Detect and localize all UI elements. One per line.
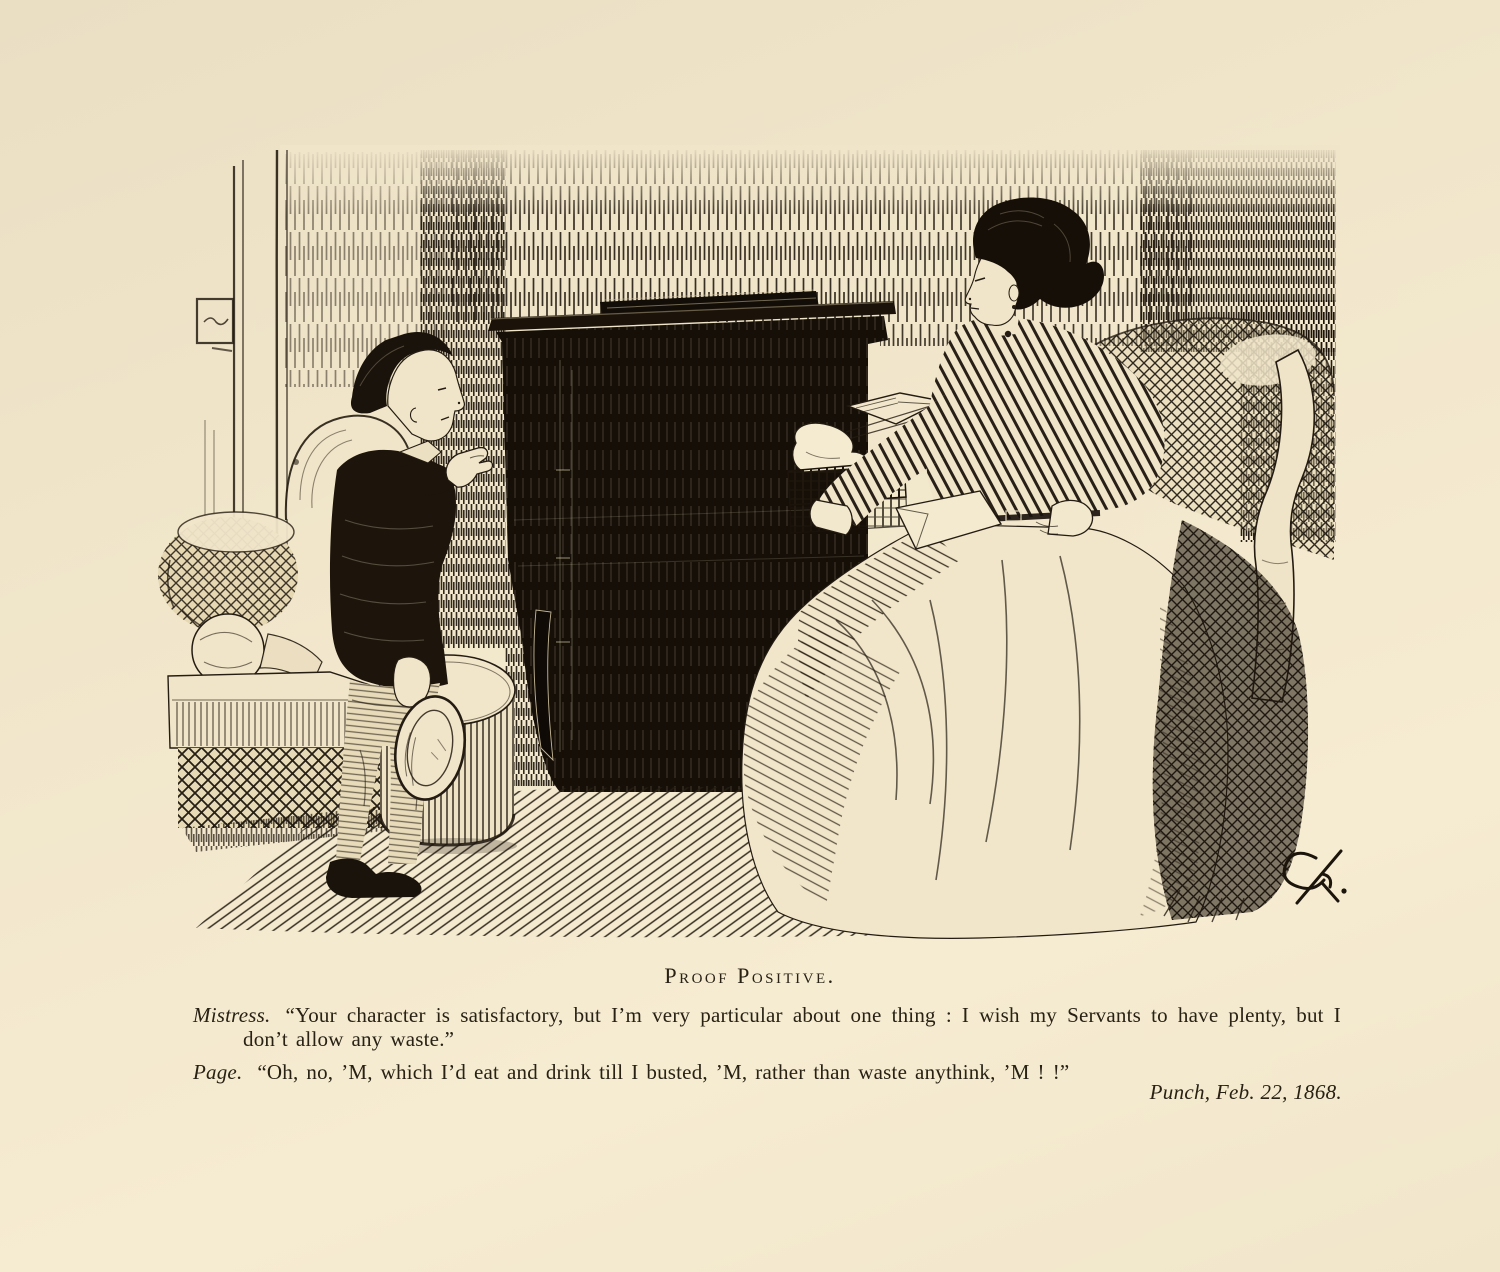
earring bbox=[1012, 305, 1016, 309]
source-attribution: Punch, Feb. 22, 1868. bbox=[1149, 1080, 1342, 1104]
brooch bbox=[1005, 331, 1011, 337]
speaker-label-mistress: Mistress. bbox=[193, 1003, 271, 1027]
speaker-label-page: Page. bbox=[193, 1060, 243, 1084]
dialogue-line-mistress bbox=[193, 1004, 1341, 1051]
dialogue-text-page: “Oh, no, ’M, which I’d eat and drink till I busted, ’M, rather than waste anythink, ’M ! !” bbox=[257, 1060, 1070, 1084]
caption-title: Proof Positive. bbox=[664, 963, 836, 988]
artist-monogram-ck-icon bbox=[1284, 851, 1346, 903]
dialogue-text-mistress: “Your character is satisfactory, but I’m very particular about one thing : I wish my Servants to have plenty, but I don’t allow any waste.” bbox=[243, 1003, 1341, 1051]
picture-frame bbox=[197, 299, 233, 343]
